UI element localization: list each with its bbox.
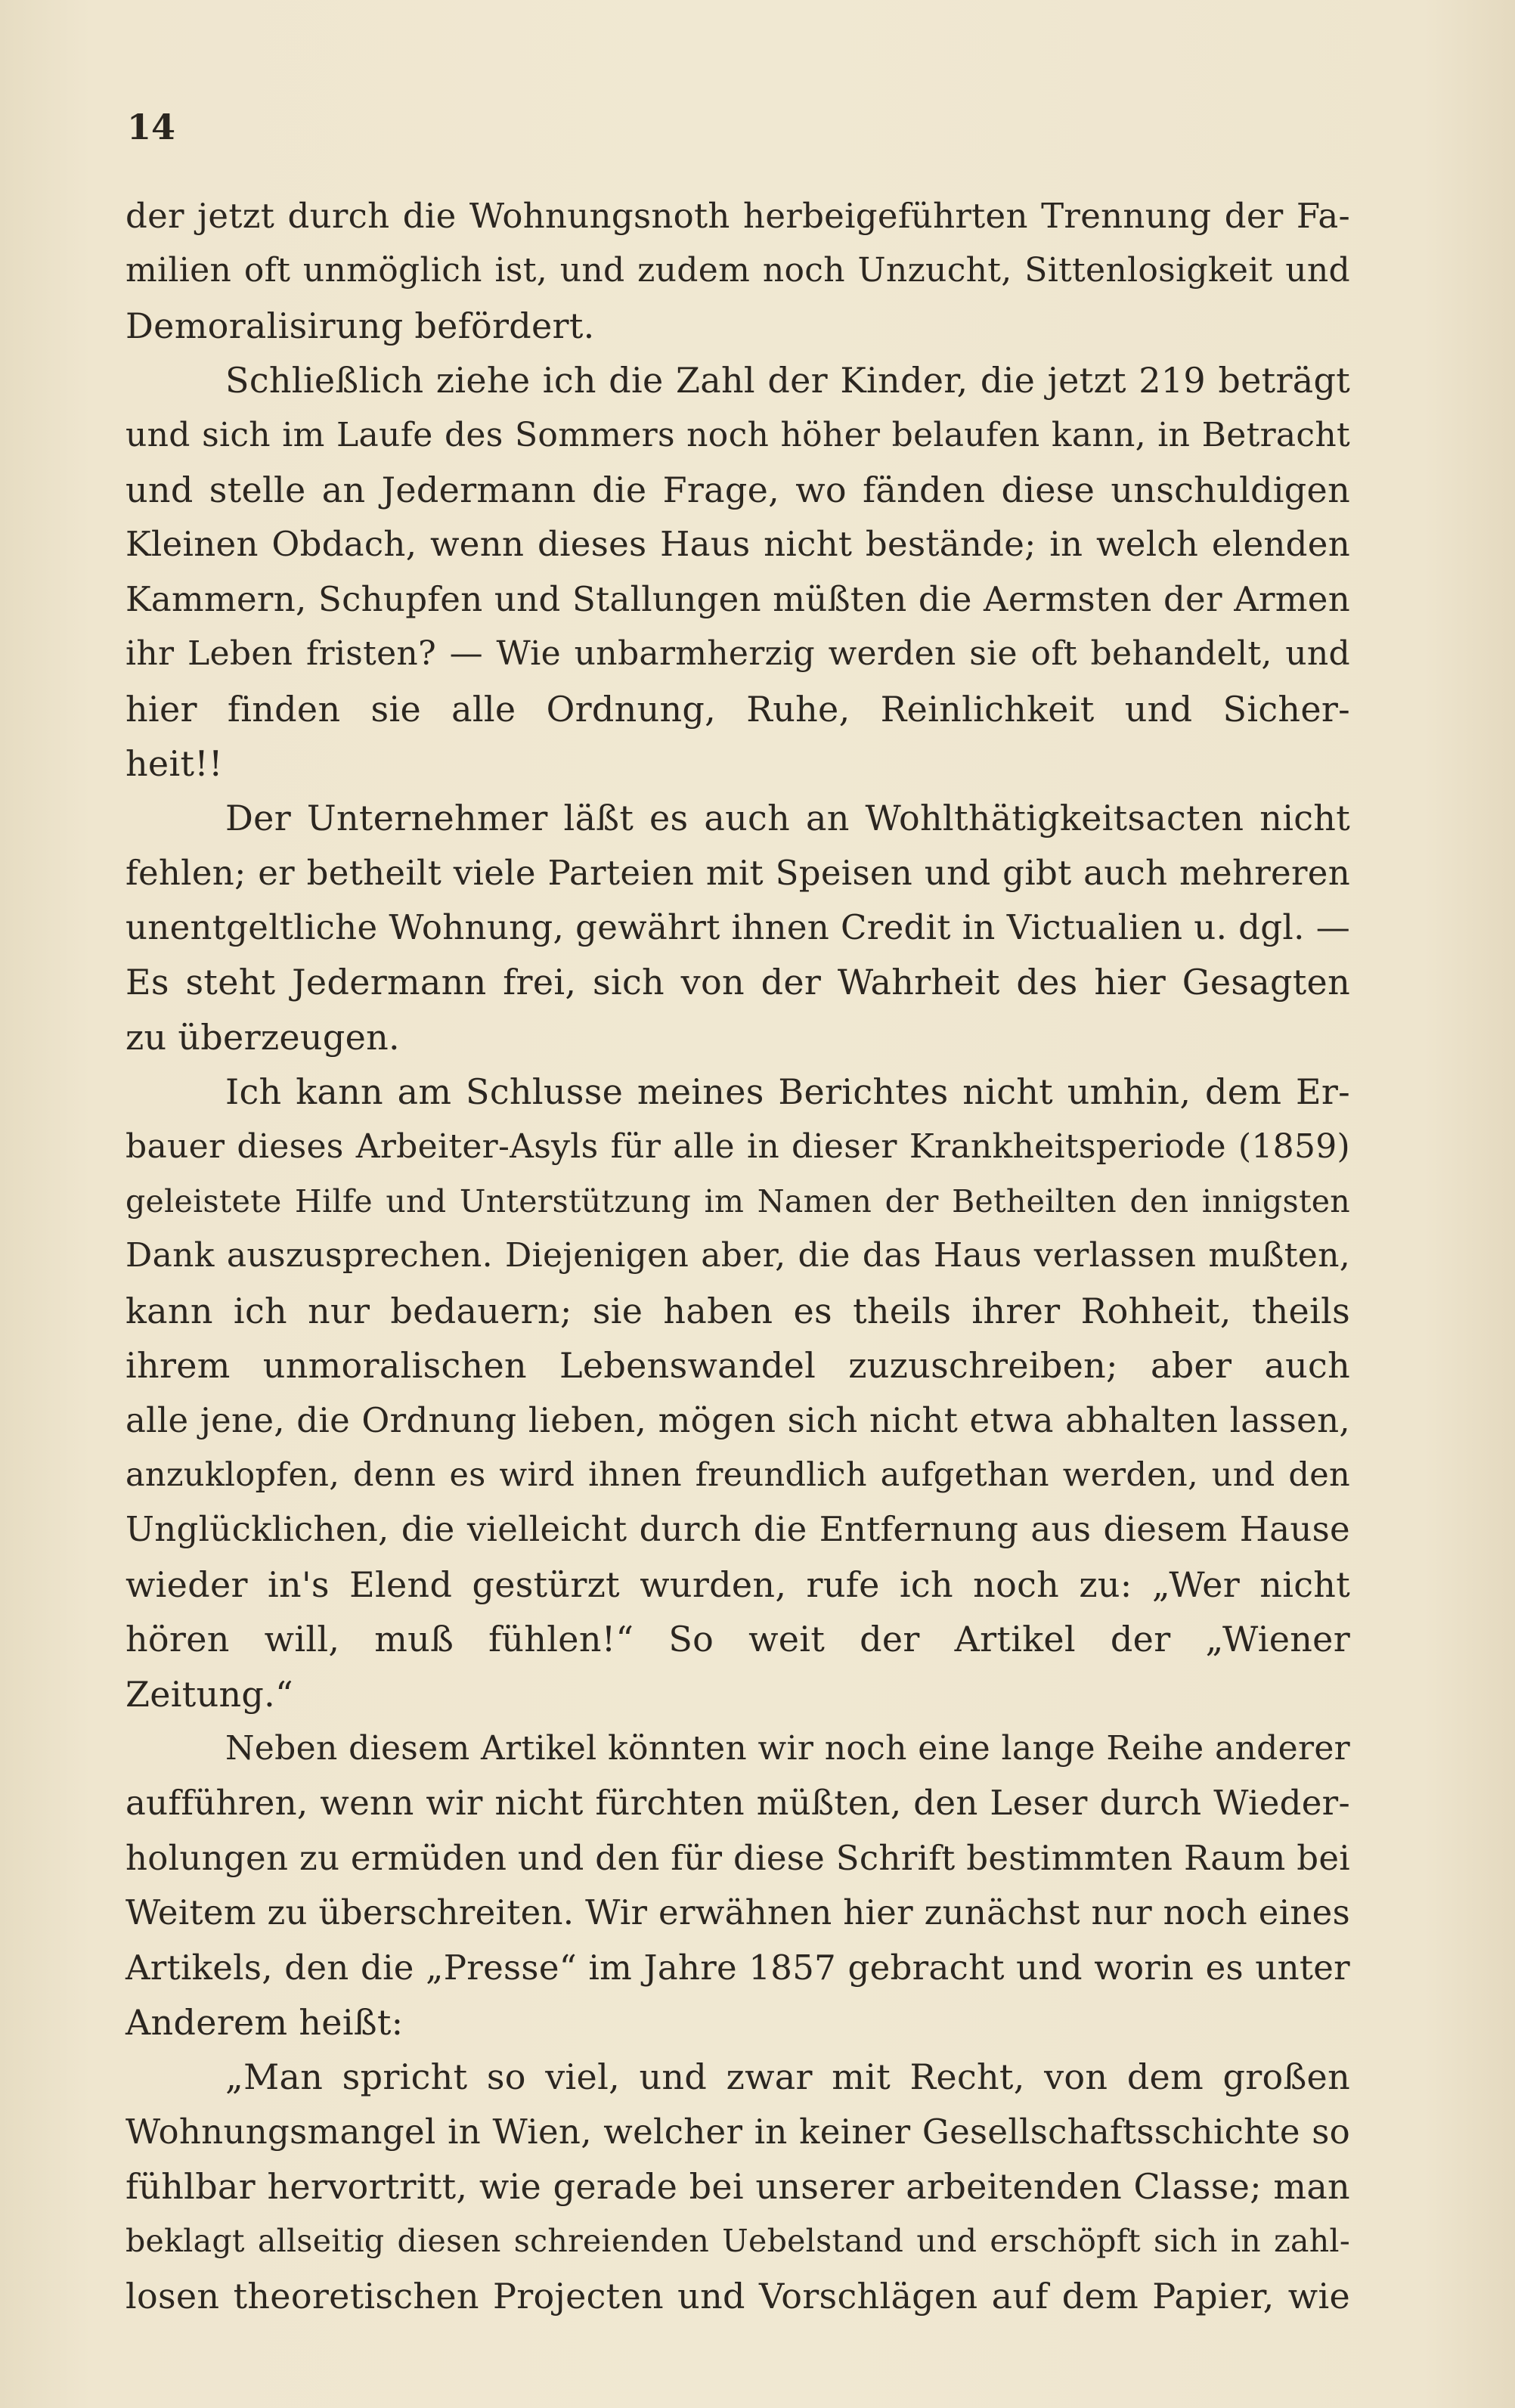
page-number: 14 [127, 107, 176, 147]
text-line: aufführen, wenn wir nicht fürchten müßten, den Leser durch Wieder- [125, 1783, 1350, 1824]
text-line: Dank auszusprechen. Diejenigen aber, die das Haus verlassen mußten, [125, 1236, 1350, 1275]
text-line: Zeitung.“ [125, 1673, 293, 1715]
text-line: und stelle an Jedermann die Frage, wo fänden diese unschuldigen [125, 469, 1350, 510]
text-line: Neben diesem Artikel könnten wir noch eine lange Reihe anderer [225, 1728, 1350, 1768]
text-line: unentgeltliche Wohnung, gewährt ihnen Credit in Victualien u. dgl. — [125, 907, 1350, 948]
text-line: ihrem unmoralischen Lebenswandel zuzuschreiben; aber auch [125, 1345, 1350, 1387]
text-line: Es steht Jedermann frei, sich von der Wahrheit des hier Gesagten [125, 962, 1350, 1003]
text-line: hören will, muß fühlen!“ So weit der Artikel der „Wiener [125, 1619, 1350, 1660]
text-line: und sich im Laufe des Sommers noch höher belaufen kann, in Betracht [125, 415, 1350, 454]
text-line: hier finden sie alle Ordnung, Ruhe, Reinlichkeit und Sicher- [125, 688, 1350, 730]
text-line: Ich kann am Schlusse meines Berichtes nicht umhin, dem Er- [225, 1071, 1350, 1113]
text-line: losen theoretischen Projecten und Vorschlägen auf dem Papier, wie [125, 2275, 1350, 2317]
text-line: fehlen; er betheilt viele Parteien mit Speisen und gibt auch mehreren [125, 852, 1350, 893]
text-line: geleistete Hilfe und Unterstützung im Namen der Betheilten den innigsten [125, 1183, 1350, 1220]
text-line: Schließlich ziehe ich die Zahl der Kinder, die jetzt 219 beträgt [225, 360, 1350, 401]
text-line: anzuklopfen, denn es wird ihnen freundlich aufgethan werden, und den [125, 1455, 1350, 1494]
text-line: Kammern, Schupfen und Stallungen müßten die Aermsten der Armen [125, 578, 1350, 619]
text-line: fühlbar hervortritt, wie gerade bei unserer arbeitenden Classe; man [125, 2166, 1350, 2208]
text-line: wieder in's Elend gestürzt wurden, rufe ich noch zu: „Wer nicht [125, 1563, 1350, 1605]
text-line: zu überzeugen. [125, 1016, 400, 1058]
text-line: Anderem heißt: [125, 2001, 404, 2043]
text-line: Demoralisirung befördert. [125, 305, 595, 346]
text-line: Wohnungsmangel in Wien, welcher in keiner Gesellschaftsschichte so [125, 2111, 1350, 2152]
text-line: heit!! [125, 742, 223, 784]
body-text [125, 189, 1350, 2323]
text-line: der jetzt durch die Wohnungsnoth herbeigeführten Trennung der Fa- [125, 196, 1350, 236]
text-line: Der Unternehmer läßt es auch an Wohlthätigkeitsacten nicht [225, 798, 1350, 839]
text-line: beklagt allseitig diesen schreienden Uebelstand und erschöpft sich in zahl- [125, 2223, 1350, 2260]
text-line: kann ich nur bedauern; sie haben es theils ihrer Rohheit, theils [125, 1290, 1350, 1331]
text-line: Kleinen Obdach, wenn dieses Haus nicht bestände; in welch elenden [125, 524, 1350, 565]
text-line: holungen zu ermüden und den für diese Schrift bestimmten Raum bei [125, 1837, 1350, 1878]
text-line: milien oft unmöglich ist, und zudem noch Unzucht, Sittenlosigkeit und [125, 251, 1350, 290]
text-line: „Man spricht so viel, und zwar mit Recht, von dem großen [225, 2056, 1350, 2098]
text-line: Artikels, den die „Presse“ im Jahre 1857 gebracht und worin es unter [125, 1947, 1350, 1988]
text-line: Weitem zu überschreiten. Wir erwähnen hier zunächst nur noch eines [125, 1892, 1350, 1933]
text-line: bauer dieses Arbeiter-Asyls für alle in dieser Krankheitsperiode (1859) [125, 1127, 1350, 1166]
text-line: alle jene, die Ordnung lieben, mögen sich nicht etwa abhalten lassen, [125, 1399, 1350, 1440]
text-line: ihr Leben fristen? — Wie unbarmherzig werden sie oft behandelt, und [125, 634, 1350, 674]
text-line: Unglücklichen, die vielleicht durch die Entfernung aus diesem Hause [125, 1509, 1350, 1550]
